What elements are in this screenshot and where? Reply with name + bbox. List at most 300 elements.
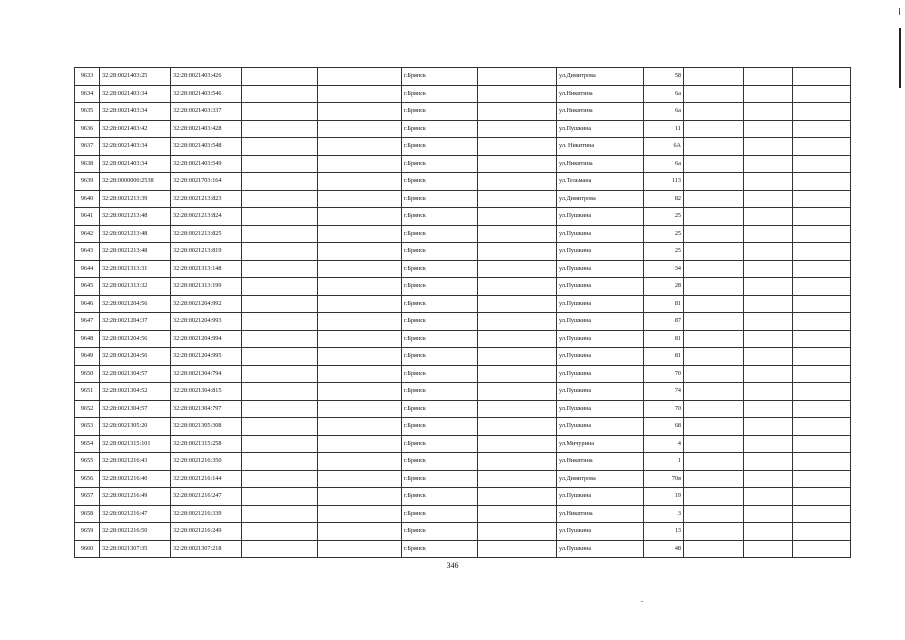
cell-building-cadastral-number: 32:28:0021304:794 (171, 365, 242, 383)
cell-building-cadastral-number: 32:28:0021204:994 (171, 330, 242, 348)
cell-building-cadastral-number: 32:28:0021403:548 (171, 138, 242, 156)
cell-col-11 (744, 418, 793, 436)
cell-land-cadastral-number: 32:28:0021403:34 (100, 138, 171, 156)
cell-col-4 (242, 523, 318, 541)
cell-col-10 (684, 225, 744, 243)
table-row (75, 85, 851, 103)
cell-col-11 (744, 68, 793, 86)
cell-city: г.Брянск (402, 435, 478, 453)
cell-building-cadastral-number: 32:28:0021403:426 (171, 68, 242, 86)
cell-building-cadastral-number: 32:28:0021213:823 (171, 190, 242, 208)
cell-col-11 (744, 435, 793, 453)
cell-col-12 (793, 488, 851, 506)
cell-street: ул.Пушкина (557, 278, 644, 296)
cell-land-cadastral-number: 32:28:0021403:34 (100, 155, 171, 173)
cell-land-cadastral-number: 32:28:0021204:56 (100, 348, 171, 366)
cell-col-4 (242, 540, 318, 558)
cell-col-5 (318, 348, 402, 366)
cell-col-11 (744, 138, 793, 156)
cell-col-5 (318, 68, 402, 86)
table-row (75, 208, 851, 226)
cell-land-cadastral-number: 32:28:0021213:48 (100, 208, 171, 226)
cell-land-cadastral-number: 32:28:0021216:49 (100, 488, 171, 506)
cell-col-11 (744, 383, 793, 401)
cell-street: ул.Пушкина (557, 243, 644, 261)
cell-col-10 (684, 330, 744, 348)
cell-col-12 (793, 470, 851, 488)
cell-col-12 (793, 365, 851, 383)
cell-row-number: 9639 (75, 173, 100, 191)
page-number: 346 (446, 561, 459, 570)
cell-col-5 (318, 278, 402, 296)
cell-land-cadastral-number: 32:28:0021213:48 (100, 243, 171, 261)
cell-col-7 (478, 505, 557, 523)
cell-building-cadastral-number: 32:28:0021204:993 (171, 313, 242, 331)
cell-land-cadastral-number: 32:28:0021216:47 (100, 505, 171, 523)
cell-col-4 (242, 208, 318, 226)
cell-col-7 (478, 488, 557, 506)
cell-land-cadastral-number: 32:28:0021304:57 (100, 365, 171, 383)
cell-building-cadastral-number: 32:28:0021204:995 (171, 348, 242, 366)
cell-col-7 (478, 295, 557, 313)
cell-col-12 (793, 313, 851, 331)
cell-building-cadastral-number: 32:28:0021313:148 (171, 260, 242, 278)
cell-building-cadastral-number: 32:28:0021216:350 (171, 453, 242, 471)
cell-col-11 (744, 225, 793, 243)
cell-col-10 (684, 435, 744, 453)
cell-land-cadastral-number: 32:28:0021403:34 (100, 85, 171, 103)
cell-col-10 (684, 505, 744, 523)
cell-city: г.Брянск (402, 365, 478, 383)
cell-col-5 (318, 173, 402, 191)
cell-city: г.Брянск (402, 470, 478, 488)
cell-col-7 (478, 400, 557, 418)
table-row (75, 348, 851, 366)
cell-street: ул.Пушкина (557, 260, 644, 278)
cell-col-12 (793, 295, 851, 313)
cell-land-cadastral-number: 32:28:0021216:43 (100, 453, 171, 471)
registry-table (74, 67, 851, 558)
cell-col-4 (242, 453, 318, 471)
cell-street: ул.Пушкина (557, 418, 644, 436)
cell-col-10 (684, 155, 744, 173)
cell-col-11 (744, 348, 793, 366)
cell-house-number: 6а (644, 103, 684, 121)
cell-building-cadastral-number: 32:28:0021204:992 (171, 295, 242, 313)
cell-col-11 (744, 103, 793, 121)
cell-land-cadastral-number: 32:28:0021307:35 (100, 540, 171, 558)
cell-col-5 (318, 330, 402, 348)
cell-street: ул. Никитина (557, 138, 644, 156)
cell-col-7 (478, 418, 557, 436)
cell-city: г.Брянск (402, 68, 478, 86)
cell-land-cadastral-number: 32:28:0021204:56 (100, 295, 171, 313)
cell-city: г.Брянск (402, 348, 478, 366)
cell-land-cadastral-number: 32:28:0021313:32 (100, 278, 171, 296)
cell-building-cadastral-number: 32:28:0021403:428 (171, 120, 242, 138)
cell-col-11 (744, 260, 793, 278)
cell-col-7 (478, 365, 557, 383)
cell-city: г.Брянск (402, 383, 478, 401)
cell-building-cadastral-number: 32:28:0021307:218 (171, 540, 242, 558)
cell-col-4 (242, 120, 318, 138)
cell-land-cadastral-number: 32:28:0021305:20 (100, 418, 171, 436)
table-row (75, 540, 851, 558)
cell-house-number: 1 (644, 453, 684, 471)
cell-col-11 (744, 400, 793, 418)
cell-col-5 (318, 453, 402, 471)
cell-land-cadastral-number: 32:28:0021213:39 (100, 190, 171, 208)
cell-house-number: 81 (644, 295, 684, 313)
cell-col-7 (478, 330, 557, 348)
cell-col-12 (793, 435, 851, 453)
cell-col-12 (793, 348, 851, 366)
cell-col-12 (793, 190, 851, 208)
cell-col-12 (793, 120, 851, 138)
cell-row-number: 9645 (75, 278, 100, 296)
cell-col-11 (744, 488, 793, 506)
table-row (75, 120, 851, 138)
cell-city: г.Брянск (402, 400, 478, 418)
cell-col-5 (318, 208, 402, 226)
cell-row-number: 9657 (75, 488, 100, 506)
cell-col-11 (744, 243, 793, 261)
cell-city: г.Брянск (402, 190, 478, 208)
cell-col-12 (793, 155, 851, 173)
cell-building-cadastral-number: 32:28:0021403:337 (171, 103, 242, 121)
cell-col-5 (318, 190, 402, 208)
cell-col-5 (318, 400, 402, 418)
table-row (75, 260, 851, 278)
cell-col-10 (684, 85, 744, 103)
cell-col-5 (318, 488, 402, 506)
cell-col-11 (744, 173, 793, 191)
cell-city: г.Брянск (402, 155, 478, 173)
cell-land-cadastral-number: 32:28:0000000:2538 (100, 173, 171, 191)
scan-edge-mark (899, 28, 901, 88)
cell-street: ул.Тельмана (557, 173, 644, 191)
cell-city: г.Брянск (402, 243, 478, 261)
scan-mark (899, 8, 900, 15)
cell-land-cadastral-number: 32:28:0021315:101 (100, 435, 171, 453)
cell-house-number: 87 (644, 313, 684, 331)
cell-col-5 (318, 435, 402, 453)
cell-city: г.Брянск (402, 505, 478, 523)
cell-col-10 (684, 173, 744, 191)
cell-land-cadastral-number: 32:28:0021216:40 (100, 470, 171, 488)
cell-col-11 (744, 85, 793, 103)
cell-row-number: 9640 (75, 190, 100, 208)
table-row (75, 435, 851, 453)
cell-col-7 (478, 190, 557, 208)
cell-col-4 (242, 383, 318, 401)
cell-col-5 (318, 383, 402, 401)
cell-row-number: 9649 (75, 348, 100, 366)
cell-col-10 (684, 313, 744, 331)
cell-land-cadastral-number: 32:28:0021216:50 (100, 523, 171, 541)
cell-col-5 (318, 295, 402, 313)
cell-col-7 (478, 120, 557, 138)
cell-city: г.Брянск (402, 453, 478, 471)
cell-city: г.Брянск (402, 295, 478, 313)
cell-col-7 (478, 138, 557, 156)
cell-house-number: 6А (644, 138, 684, 156)
cell-col-10 (684, 453, 744, 471)
cell-col-5 (318, 138, 402, 156)
cell-street: ул.Пушкина (557, 523, 644, 541)
cell-col-4 (242, 225, 318, 243)
cell-col-11 (744, 278, 793, 296)
cell-col-11 (744, 120, 793, 138)
cell-building-cadastral-number: 32:28:0021304:797 (171, 400, 242, 418)
cell-street: ул.Пушкина (557, 330, 644, 348)
cell-city: г.Брянск (402, 103, 478, 121)
cell-col-5 (318, 243, 402, 261)
cell-row-number: 9647 (75, 313, 100, 331)
cell-col-11 (744, 470, 793, 488)
cell-city: г.Брянск (402, 120, 478, 138)
cell-col-4 (242, 103, 318, 121)
cell-house-number: 25 (644, 225, 684, 243)
cell-col-7 (478, 470, 557, 488)
cell-col-5 (318, 260, 402, 278)
cell-house-number: 70 (644, 400, 684, 418)
cell-col-10 (684, 540, 744, 558)
cell-col-11 (744, 313, 793, 331)
cell-building-cadastral-number: 32:28:0021305:308 (171, 418, 242, 436)
table-row (75, 155, 851, 173)
cell-house-number: 6а (644, 85, 684, 103)
cell-row-number: 9646 (75, 295, 100, 313)
cell-col-4 (242, 348, 318, 366)
cell-col-4 (242, 470, 318, 488)
cell-row-number: 9637 (75, 138, 100, 156)
cell-row-number: 9635 (75, 103, 100, 121)
cell-col-7 (478, 260, 557, 278)
cell-col-12 (793, 208, 851, 226)
cell-city: г.Брянск (402, 225, 478, 243)
cell-row-number: 9644 (75, 260, 100, 278)
cell-col-11 (744, 295, 793, 313)
cell-street: ул.Пушкина (557, 348, 644, 366)
table-row (75, 418, 851, 436)
cell-col-5 (318, 505, 402, 523)
cell-col-12 (793, 243, 851, 261)
cell-building-cadastral-number: 32:28:0021216:249 (171, 523, 242, 541)
cell-row-number: 9652 (75, 400, 100, 418)
cell-land-cadastral-number: 32:28:0021403:42 (100, 120, 171, 138)
cell-house-number: 81 (644, 348, 684, 366)
cell-street: ул.Никитина (557, 155, 644, 173)
cell-col-7 (478, 155, 557, 173)
cell-col-5 (318, 523, 402, 541)
cell-col-7 (478, 85, 557, 103)
cell-col-11 (744, 365, 793, 383)
cell-building-cadastral-number: 32:28:0021216:247 (171, 488, 242, 506)
cell-col-11 (744, 190, 793, 208)
cell-col-7 (478, 278, 557, 296)
cell-building-cadastral-number: 32:28:0021216:339 (171, 505, 242, 523)
cell-col-7 (478, 208, 557, 226)
cell-col-5 (318, 103, 402, 121)
cell-row-number: 9634 (75, 85, 100, 103)
table-row (75, 243, 851, 261)
cell-building-cadastral-number: 32:28:0021216:144 (171, 470, 242, 488)
cell-col-4 (242, 505, 318, 523)
cell-col-10 (684, 383, 744, 401)
cell-col-5 (318, 120, 402, 138)
cell-col-4 (242, 400, 318, 418)
cell-house-number: 4 (644, 435, 684, 453)
cell-row-number: 9655 (75, 453, 100, 471)
cell-house-number: 70в (644, 470, 684, 488)
scan-speck (641, 601, 643, 602)
cell-city: г.Брянск (402, 173, 478, 191)
cell-row-number: 9660 (75, 540, 100, 558)
cell-col-4 (242, 85, 318, 103)
table-row (75, 453, 851, 471)
cell-col-4 (242, 173, 318, 191)
cell-col-7 (478, 103, 557, 121)
cell-col-10 (684, 418, 744, 436)
cell-street: ул.Никитина (557, 103, 644, 121)
table-row (75, 400, 851, 418)
cell-house-number: 82 (644, 190, 684, 208)
cell-col-10 (684, 365, 744, 383)
cell-col-7 (478, 540, 557, 558)
cell-col-12 (793, 85, 851, 103)
table-row (75, 190, 851, 208)
cell-street: ул.Димитрова (557, 68, 644, 86)
cell-col-10 (684, 120, 744, 138)
table-row (75, 365, 851, 383)
cell-col-12 (793, 68, 851, 86)
cell-city: г.Брянск (402, 138, 478, 156)
cell-col-4 (242, 260, 318, 278)
cell-col-12 (793, 103, 851, 121)
cell-house-number: 113 (644, 173, 684, 191)
cell-col-12 (793, 540, 851, 558)
cell-col-11 (744, 523, 793, 541)
cell-col-11 (744, 155, 793, 173)
cell-col-4 (242, 243, 318, 261)
cell-house-number: 70 (644, 365, 684, 383)
cell-street: ул.Пушкина (557, 208, 644, 226)
cell-street: ул.Пушкина (557, 400, 644, 418)
cell-street: ул.Никитина (557, 85, 644, 103)
cell-row-number: 9659 (75, 523, 100, 541)
cell-col-12 (793, 453, 851, 471)
cell-building-cadastral-number: 32:28:0021403:546 (171, 85, 242, 103)
cell-col-7 (478, 173, 557, 191)
cell-col-7 (478, 313, 557, 331)
table-row (75, 68, 851, 86)
cell-col-10 (684, 68, 744, 86)
cell-col-11 (744, 208, 793, 226)
cell-land-cadastral-number: 32:28:0021304:52 (100, 383, 171, 401)
cell-city: г.Брянск (402, 418, 478, 436)
table-row (75, 488, 851, 506)
cell-row-number: 9633 (75, 68, 100, 86)
cell-col-7 (478, 243, 557, 261)
cell-col-7 (478, 68, 557, 86)
cell-land-cadastral-number: 32:28:0021403:34 (100, 103, 171, 121)
cell-street: ул.Пушкина (557, 120, 644, 138)
cell-row-number: 9648 (75, 330, 100, 348)
table-row (75, 383, 851, 401)
cell-house-number: 13 (644, 523, 684, 541)
cell-col-4 (242, 278, 318, 296)
cell-col-10 (684, 488, 744, 506)
cell-city: г.Брянск (402, 278, 478, 296)
cell-street: ул.Димитрова (557, 470, 644, 488)
cell-city: г.Брянск (402, 260, 478, 278)
cell-land-cadastral-number: 32:28:0021204:56 (100, 330, 171, 348)
table-row (75, 313, 851, 331)
cell-col-12 (793, 225, 851, 243)
cell-col-4 (242, 155, 318, 173)
cell-col-4 (242, 488, 318, 506)
cell-col-10 (684, 190, 744, 208)
cell-col-7 (478, 225, 557, 243)
cell-col-10 (684, 348, 744, 366)
table-row (75, 138, 851, 156)
cell-col-4 (242, 418, 318, 436)
cell-house-number: 11 (644, 120, 684, 138)
cell-house-number: 19 (644, 488, 684, 506)
cell-col-10 (684, 523, 744, 541)
cell-land-cadastral-number: 32:28:0021204:37 (100, 313, 171, 331)
cell-col-12 (793, 330, 851, 348)
cell-col-10 (684, 260, 744, 278)
cell-col-4 (242, 330, 318, 348)
cell-building-cadastral-number: 32:28:0021304:815 (171, 383, 242, 401)
cell-row-number: 9656 (75, 470, 100, 488)
cell-land-cadastral-number: 32:28:0021304:57 (100, 400, 171, 418)
cell-col-12 (793, 260, 851, 278)
cell-col-4 (242, 190, 318, 208)
cell-col-5 (318, 365, 402, 383)
cell-col-7 (478, 348, 557, 366)
cell-row-number: 9654 (75, 435, 100, 453)
registry-rows (75, 68, 851, 558)
cell-building-cadastral-number: 32:28:0021213:825 (171, 225, 242, 243)
cell-row-number: 9651 (75, 383, 100, 401)
cell-city: г.Брянск (402, 85, 478, 103)
cell-col-12 (793, 173, 851, 191)
cell-house-number: 25 (644, 243, 684, 261)
cell-row-number: 9638 (75, 155, 100, 173)
cell-building-cadastral-number: 32:28:0021313:199 (171, 278, 242, 296)
cell-col-12 (793, 383, 851, 401)
cell-col-5 (318, 418, 402, 436)
cell-city: г.Брянск (402, 330, 478, 348)
cell-house-number: 81 (644, 330, 684, 348)
cell-house-number: 58 (644, 68, 684, 86)
cell-col-12 (793, 418, 851, 436)
cell-col-10 (684, 400, 744, 418)
cell-col-4 (242, 435, 318, 453)
cell-building-cadastral-number: 32:28:0021403:549 (171, 155, 242, 173)
cell-col-4 (242, 138, 318, 156)
cell-street: ул.Пушкина (557, 313, 644, 331)
cell-col-12 (793, 505, 851, 523)
table-row (75, 295, 851, 313)
cell-street: ул.Пушкина (557, 365, 644, 383)
cell-col-7 (478, 453, 557, 471)
cell-house-number: 48 (644, 540, 684, 558)
cell-row-number: 9641 (75, 208, 100, 226)
